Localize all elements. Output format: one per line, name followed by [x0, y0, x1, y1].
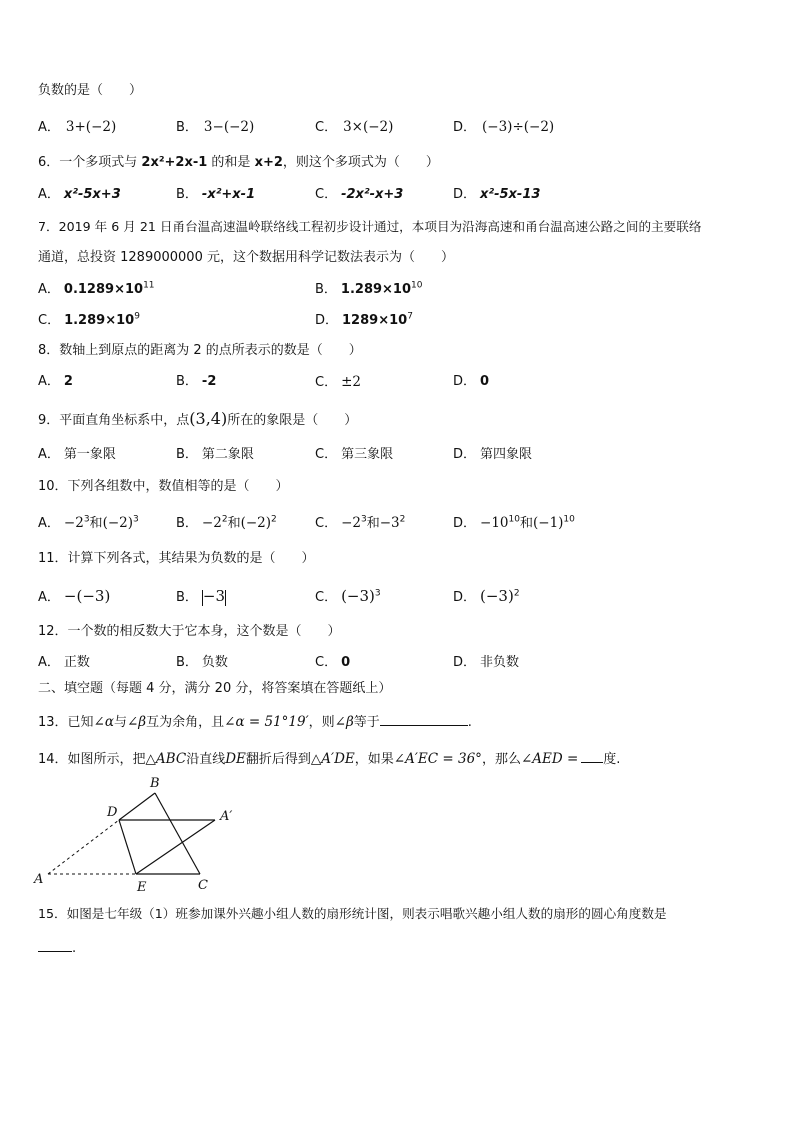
segment-ad-dashed: [48, 820, 119, 874]
abs-bar-right: [225, 590, 226, 606]
q7-option-b: B． $1.289\times 10^{10}$: [315, 280, 423, 297]
q6-option-c: C． -2x²-x+3: [315, 187, 404, 202]
q8-option-b: B． -2: [176, 374, 217, 389]
q7-option-a: A． $0.1289\times 10^{11}$: [38, 280, 155, 297]
q11-option-a: A． −(−3): [38, 587, 111, 605]
q13-answer-blank[interactable]: [380, 712, 468, 726]
q6-option-b: B． -x²+x-1: [176, 187, 256, 202]
label-c: C: [198, 878, 208, 893]
prev-option-d: D． (−3)÷(−2): [453, 119, 555, 135]
prev-option-c: C． 3×(−2): [315, 119, 394, 135]
q15-answer-line: .: [38, 938, 76, 958]
q7-stem-line1: 7．2019 年 6 月 21 日甬台温高速温岭联络线工程初步设计通过，本项目为沿海高速和甬台温高速公路之间的主要联络: [38, 219, 702, 234]
q10-option-c: C． $-2^3$和$-3^2$: [315, 514, 406, 531]
q8-option-d: D． 0: [453, 374, 490, 389]
q12-stem: 12．一个数的相反数大于它本身，这个数是（ ）: [38, 624, 341, 639]
q9-option-c: C． 第三象限: [315, 447, 394, 462]
label-e: E: [137, 880, 147, 895]
q7-option-c: C． $1.289\times 10^9$: [38, 311, 140, 328]
q12-option-a: A． 正数: [38, 655, 90, 670]
q7-option-d: D． $1289\times 10^7$: [315, 311, 413, 328]
prev-option-b: B． 3−(−2): [176, 119, 255, 135]
q15-answer-blank[interactable]: [38, 938, 72, 952]
label-d: D: [107, 805, 118, 820]
q10-option-a: A． $-2^3$和$(-2)^3$: [38, 514, 139, 531]
label-a: A: [34, 872, 44, 887]
fold-triangle-figure: [30, 770, 250, 895]
q12-option-c: C． 0: [315, 655, 351, 670]
segment-bc: [155, 793, 200, 874]
q14-answer-blank[interactable]: [581, 749, 603, 763]
q10-stem: 10．下列各组数中，数值相等的是（ ）: [38, 479, 289, 494]
q9-option-b: B． 第二象限: [176, 447, 254, 462]
q11-option-b: B． −3: [176, 587, 226, 605]
label-a-prime: A′: [220, 809, 233, 824]
q6-option-a: A． x²-5x+3: [38, 187, 121, 202]
q11-option-c: C． $(-3)^3$: [315, 587, 381, 605]
q6-option-d: D． x²-5x-13: [453, 187, 541, 202]
q6-stem: 6．一个多项式与 2x²+2x-1 的和是 x+2，则这个多项式为（ ）: [38, 155, 439, 170]
section-heading: 二、填空题（每题 4 分，满分 20 分，将答案填在答题纸上）: [38, 681, 392, 696]
segment-de: [119, 820, 136, 874]
segment-db: [119, 793, 155, 820]
q12-option-b: B． 负数: [176, 655, 228, 670]
segment-a-prime-e: [136, 820, 215, 874]
prev-option-a: A． 3+(−2): [38, 119, 117, 135]
q9-option-d: D． 第四象限: [453, 447, 533, 462]
q10-option-d: D． $-10^{10}$和$(-1)^{10}$: [453, 514, 575, 531]
q12-option-d: D． 非负数: [453, 655, 520, 670]
q13-stem: 13．已知∠α与∠β互为余角，且∠α = 51°19′，则∠β等于 .: [38, 714, 472, 730]
q14-stem: 14．如图所示，把△ABC沿直线DE翻折后得到△A′DE，如果∠A′EC = 36°，那么∠AED = 度.: [38, 751, 621, 767]
q8-option-c: C． ±2: [315, 374, 361, 390]
question-continuation: 负数的是（ ）: [38, 83, 143, 98]
q10-option-b: B． $-2^2$和$(-2)^2$: [176, 514, 277, 531]
q7-stem-line2: 通道，总投资 1289000000 元，这个数据用科学记数法表示为（ ）: [38, 250, 454, 265]
q15-stem: 15．如图是七年级（1）班参加课外兴趣小组人数的扇形统计图，则表示唱歌兴趣小组人数的扇形的圆心角度数是: [38, 906, 667, 921]
q9-stem: 9．平面直角坐标系中，点(3,4)所在的象限是（ ）: [38, 409, 358, 428]
q8-stem: 8．数轴上到原点的距离为 2 的点所表示的数是（ ）: [38, 343, 362, 358]
q11-option-d: D． $(-3)^2$: [453, 587, 520, 605]
q11-stem: 11．计算下列各式，其结果为负数的是（ ）: [38, 551, 315, 566]
q9-option-a: A． 第一象限: [38, 447, 116, 462]
label-b: B: [150, 776, 160, 791]
q8-option-a: A． 2: [38, 374, 73, 389]
